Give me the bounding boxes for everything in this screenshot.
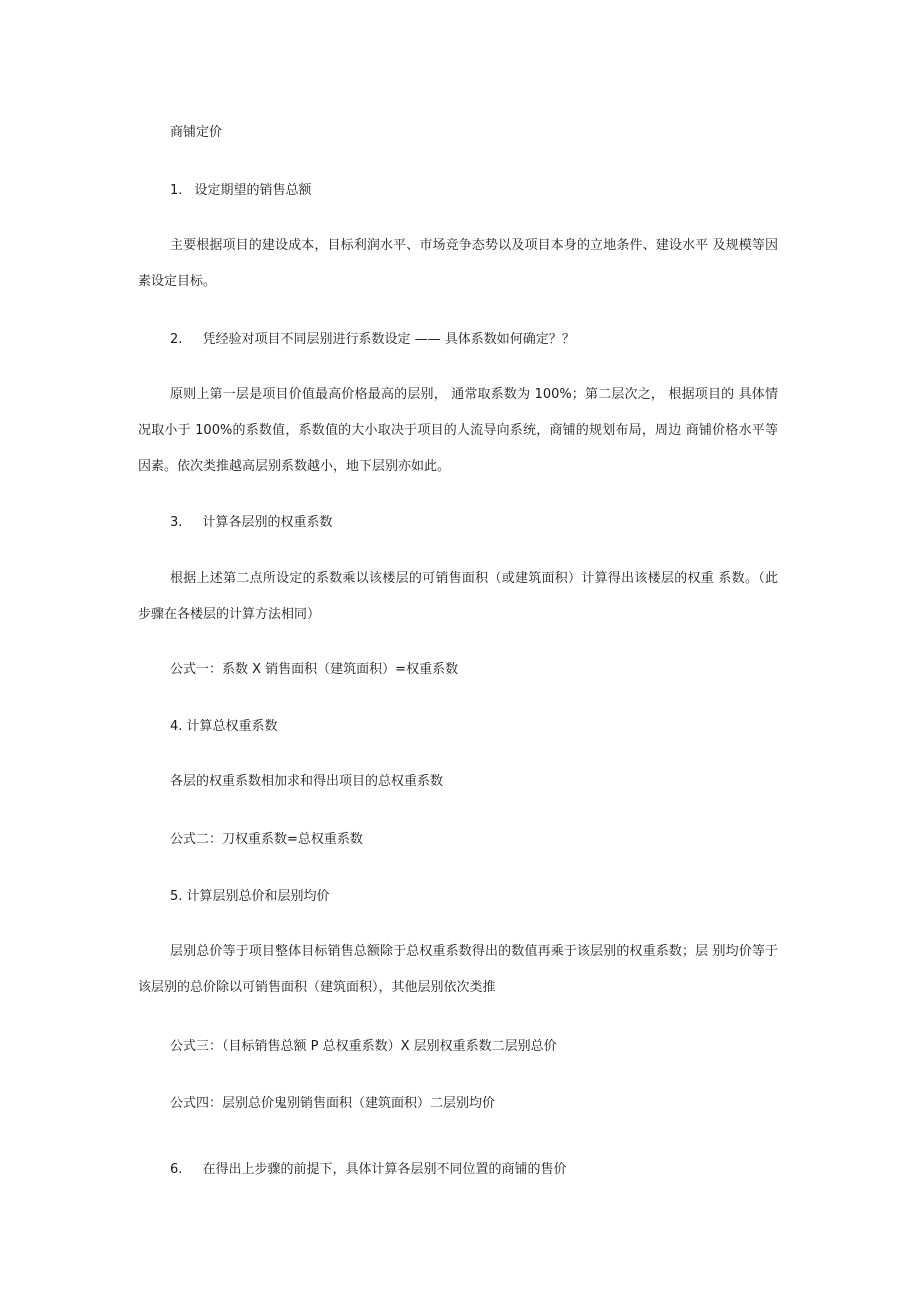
heading-6-number: 6.	[170, 1162, 183, 1177]
formula-3: 公式三：（目标销售总额 P 总权重系数）X 层别权重系数二层别总价	[170, 1039, 557, 1054]
heading-1	[170, 182, 312, 200]
formula-4: 公式四：层别总价鬼别销售面积（建筑面积）二层别均价	[170, 1096, 496, 1111]
heading-3-number: 3.	[170, 515, 183, 530]
heading-4: 4. 计算总权重系数	[170, 719, 278, 734]
heading-3	[170, 514, 333, 532]
heading-3-text: 计算各层别的权重系数	[202, 515, 333, 530]
paragraph-4: 各层的权重系数相加求和得出项目的总权重系数	[170, 774, 444, 789]
heading-2-text: 凭经验对项目不同层别进行系数设定 —— 具体系数如何确定？？	[202, 332, 575, 347]
formula-2: 公式二：刀权重系数=总权重系数	[170, 832, 363, 847]
heading-5: 5. 计算层别总价和层别均价	[170, 889, 330, 904]
heading-2	[170, 331, 575, 349]
formula-1: 公式一：系数 X 销售面积（建筑面积）=权重系数	[170, 662, 459, 677]
paragraph-1: 主要根据项目的建设成本，目标利润水平、市场竞争态势以及项目本身的立地条件、建设水平 及规模等因素设定目标。	[138, 238, 778, 289]
paragraph-2: 原则上第一层是项目价值最高价格最高的层别， 通常取系数为 100%；第二层次之， 根据项目的 具体情况取小于 100%的系数值，系数值的大小取决于项目的人流导向系统，商铺的规划布局，周边 商铺价格水平等因素。依次类推越高层别系数越小，地下层别亦如此。	[138, 387, 778, 474]
heading-6-text: 在得出上步骤的前提下，具体计算各层别不同位置的商铺的售价	[202, 1162, 567, 1177]
paragraph-3: 根据上述第二点所设定的系数乘以该楼层的可销售面积（或建筑面积）计算得出该楼层的权重 系数。（此步骤在各楼层的计算方法相同）	[138, 571, 778, 622]
page-title: 商铺定价	[170, 125, 223, 140]
heading-6	[170, 1161, 567, 1179]
heading-1-text: 设定期望的销售总额	[194, 183, 312, 198]
paragraph-5: 层别总价等于项目整体目标销售总额除于总权重系数得出的数值再乘于该层别的权重系数；层 别均价等于该层别的总价除以可销售面积（建筑面积），其他层别依次类推	[138, 944, 778, 995]
heading-2-number: 2.	[170, 332, 183, 347]
heading-1-number: 1.	[170, 183, 183, 198]
